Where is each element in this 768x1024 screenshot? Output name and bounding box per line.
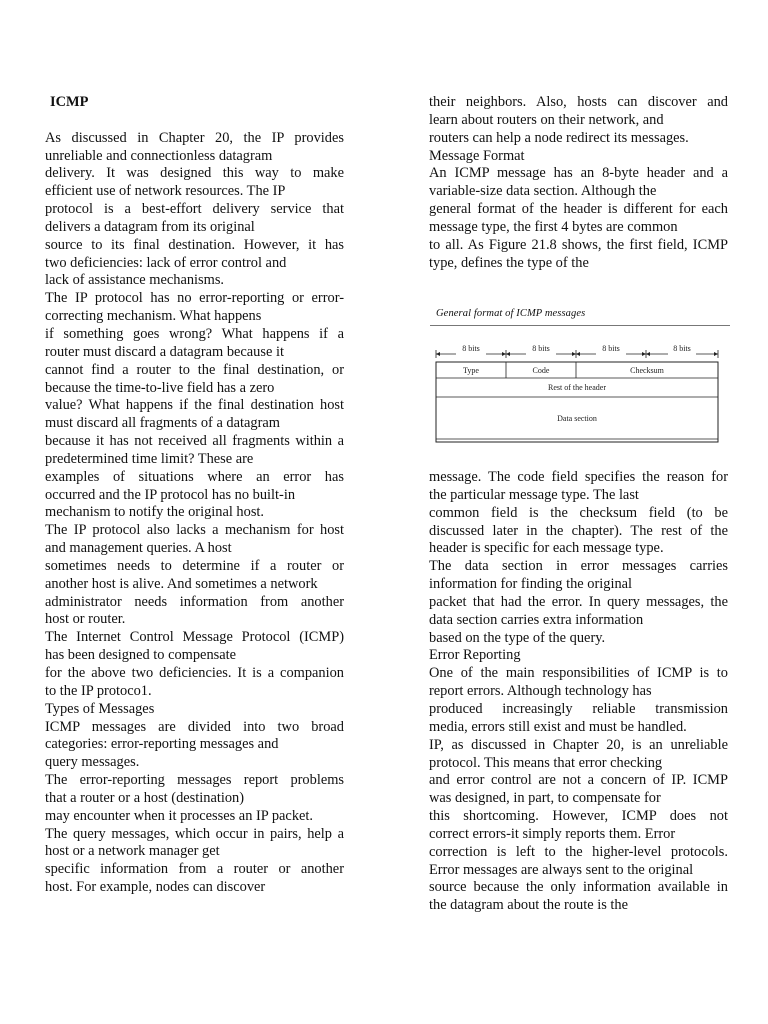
text-line: was designed, in part, to compensate for [429, 790, 661, 807]
text-line: The query messages, which occur in pairs, help a [45, 825, 344, 842]
text-line: learn about routers on their network, and [429, 111, 664, 128]
text-line: unreliable and connectionless datagram [45, 147, 273, 164]
bit-label: 8 bits [532, 344, 550, 353]
text-line: based on the type of the query. [429, 629, 606, 646]
text-line: the particular message type. The last [429, 486, 639, 503]
text-line: the datagram about the route is the [429, 897, 629, 914]
text-line: occurred and the IP protocol has no built-in [45, 486, 296, 503]
text-line: source to its final destination. However, it has [45, 236, 344, 253]
text-line: router must discard a datagram because it [45, 343, 284, 360]
right-column-bottom [429, 469, 728, 915]
text-line: another host is alive. And sometimes a network [45, 575, 318, 592]
text-line: As discussed in Chapter 20, the IP provides [45, 129, 344, 146]
field-data-section: Data section [557, 414, 597, 423]
text-line: media, errors still exist and must be handled. [429, 718, 687, 735]
text-line: general format of the header is different for each [429, 201, 728, 218]
text-line: for the above two deficiencies. It is a companion [45, 665, 344, 681]
text-line: host or router. [45, 611, 126, 628]
field-code: Code [532, 366, 550, 375]
text-line: efficient use of network resources. The IP [45, 183, 286, 200]
text-line: query messages. [45, 754, 140, 771]
text-line: sometimes needs to determine if a router or [45, 557, 344, 574]
icmp-format-diagram [430, 306, 730, 444]
text-line: produced increasingly reliable transmission [429, 700, 728, 717]
text-line: must discard all fragments of a datagram [45, 415, 280, 432]
text-line: host or a network manager get [45, 843, 220, 860]
text-line: to the IP protoco1. [45, 682, 152, 699]
text-line: common field is the checksum field (to be [429, 504, 728, 521]
text-line: discussed later in the chapter). The rest of the [429, 522, 728, 539]
text-line: routers can help a node redirect its messages. [429, 129, 689, 146]
text-line: because it has not received all fragments within a [45, 433, 344, 450]
figure-caption: General format of ICMP messages [436, 308, 586, 319]
text-line: administrator needs information from another [45, 593, 344, 610]
bit-label: 8 bits [602, 344, 620, 353]
text-line: specific information from a router or another [45, 861, 344, 878]
text-line: may encounter when it processes an IP packet. [45, 807, 313, 824]
text-line: and error control are not a concern of IP. ICMP [429, 772, 728, 789]
text-line: The IP protocol has no error-reporting or error- [45, 290, 344, 307]
text-line: correct errors-it simply reports them. Error [429, 825, 676, 842]
text-line: cannot find a router to the final destination, or [45, 361, 344, 378]
text-line: if something goes wrong? What happens if a [45, 325, 344, 342]
text-line: An ICMP message has an 8-byte header and a [429, 165, 728, 182]
text-line: to all. As Figure 21.8 shows, the first field, ICMP [429, 236, 728, 253]
text-line: report errors. Although technology has [429, 683, 652, 700]
text-line: Types of Messages [45, 700, 155, 717]
text-line: information for finding the original [429, 576, 633, 593]
text-line: message type, the first 4 bytes are common [429, 218, 678, 235]
text-line: Message Format [429, 147, 525, 164]
text-line: delivers a datagram from its original [45, 218, 255, 235]
left-column [45, 94, 344, 897]
text-line: their neighbors. Also, hosts can discover and [429, 94, 728, 110]
text-line: packet that had the error. In query messages, the [429, 593, 728, 610]
text-line: two deficiencies: lack of error control and [45, 254, 287, 271]
icmp-format-figure [430, 306, 730, 444]
text-line: The Internet Control Message Protocol (ICMP) [45, 629, 344, 646]
text-line: has been designed to compensate [45, 647, 237, 664]
section-title: ICMP [50, 94, 89, 110]
text-line: The error-reporting messages report problems [45, 772, 344, 789]
text-line: IP, as discussed in Chapter 20, is an unreliable [429, 736, 728, 753]
text-line: protocol is a best-effort delivery service that [45, 201, 344, 218]
text-line: message. The code field specifies the reason for [429, 469, 728, 485]
field-rest-header: Rest of the header [548, 383, 606, 392]
field-type: Type [463, 366, 479, 375]
text-line: predetermined time limit? These are [45, 450, 254, 467]
text-line: variable-size data section. Although the [429, 183, 657, 200]
bit-label: 8 bits [462, 344, 480, 353]
text-line: host. For example, nodes can discover [45, 879, 266, 896]
text-line: correction is left to the higher-level protocols. [429, 843, 728, 860]
text-line: because the time-to-live field has a zero [45, 379, 275, 396]
text-line: correcting mechanism. What happens [45, 308, 262, 325]
text-line: The IP protocol also lacks a mechanism for host [45, 522, 344, 539]
text-line: data section carries extra information [429, 611, 644, 628]
text-line: type, defines the type of the [429, 254, 589, 271]
text-line: categories: error-reporting messages and [45, 736, 279, 753]
right-column-top [429, 94, 728, 272]
text-line: The data section in error messages carries [429, 558, 728, 575]
text-line: value? What happens if the final destination host [45, 397, 344, 414]
bit-label: 8 bits [673, 344, 691, 353]
text-line: this shortcoming. However, ICMP does not [429, 808, 728, 825]
text-line: examples of situations where an error has [45, 468, 344, 485]
text-line: lack of assistance mechanisms. [45, 272, 225, 289]
text-line: Error messages are always sent to the original [429, 861, 694, 878]
text-line: that a router or a host (destination) [45, 789, 245, 806]
left-column-lines [45, 130, 344, 897]
field-checksum: Checksum [630, 366, 664, 375]
text-line: protocol. This means that error checking [429, 754, 663, 771]
text-line: header is specific for each message type. [429, 540, 664, 557]
text-line: source because the only information available in [429, 879, 728, 896]
text-line: and management queries. A host [45, 540, 232, 557]
text-line: ICMP messages are divided into two broad [45, 718, 344, 735]
text-line: One of the main responsibilities of ICMP is to [429, 665, 728, 682]
text-line: delivery. It was designed this way to make [45, 165, 344, 182]
text-line: Error Reporting [429, 647, 521, 664]
text-line: mechanism to notify the original host. [45, 504, 265, 521]
